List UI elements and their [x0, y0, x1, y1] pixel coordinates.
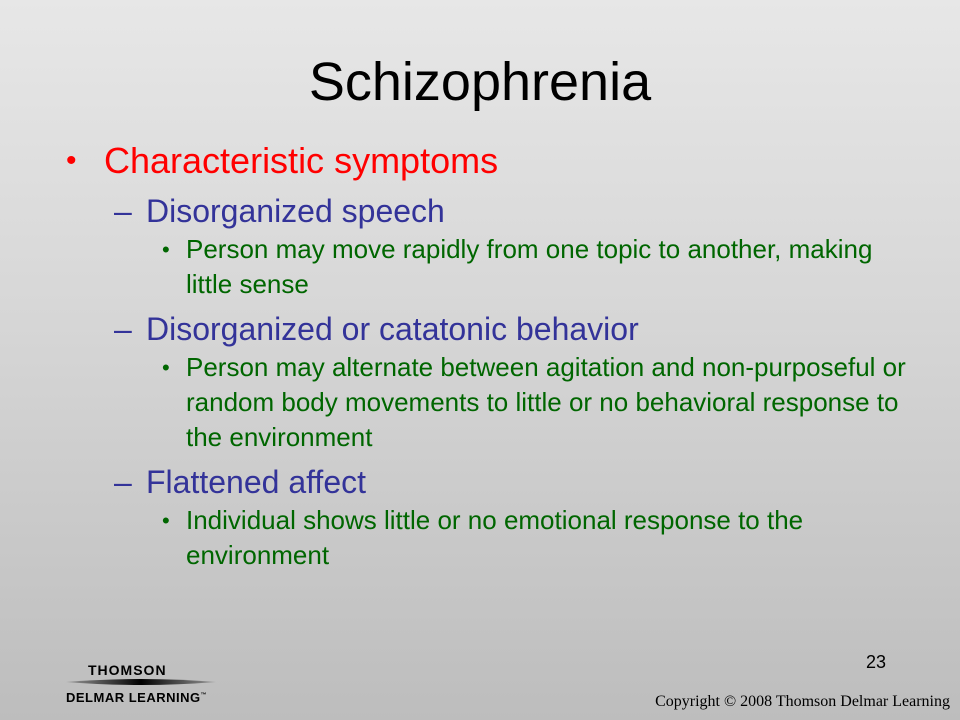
- bullet-level2-text: Flattened affect: [146, 464, 366, 500]
- bullet-level1-text: Characteristic symptoms: [104, 140, 499, 181]
- slide-content: [66, 138, 906, 577]
- bullet-level1: [66, 138, 906, 184]
- slide-title: Schizophrenia: [308, 52, 652, 112]
- publisher-logo: [66, 662, 226, 712]
- bullet-level2: [66, 308, 906, 350]
- logo-line1: THOMSON: [88, 662, 167, 678]
- bullet-level3-text: Person may alternate between agitation and non-purposeful or random body movements to little or no behavioral response to the environment: [186, 352, 906, 452]
- bullet-marker: •: [162, 237, 170, 262]
- logo-swoosh-icon: [66, 672, 216, 692]
- bullet-marker: •: [66, 144, 77, 177]
- bullet-level2: [66, 461, 906, 503]
- bullet-level3: [66, 350, 906, 455]
- logo-line2: DELMAR LEARNING™: [66, 690, 208, 705]
- dash-marker: –: [114, 464, 132, 500]
- dash-marker: –: [114, 193, 132, 229]
- bullet-level3-text: Individual shows little or no emotional response to the environment: [186, 505, 804, 570]
- slide-number: 23: [866, 652, 887, 672]
- copyright-text: Copyright © 2008 Thomson Delmar Learning: [655, 693, 950, 710]
- bullet-level3: [66, 503, 906, 573]
- dash-marker: –: [114, 311, 132, 347]
- bullet-level2-text: Disorganized speech: [146, 193, 445, 229]
- bullet-level2-text: Disorganized or catatonic behavior: [146, 311, 639, 347]
- bullet-level3-text: Person may move rapidly from one topic to another, making little sense: [186, 234, 873, 299]
- bullet-level3: [66, 232, 906, 302]
- bullet-level2: [66, 190, 906, 232]
- bullet-marker: •: [162, 355, 170, 380]
- bullet-marker: •: [162, 508, 170, 533]
